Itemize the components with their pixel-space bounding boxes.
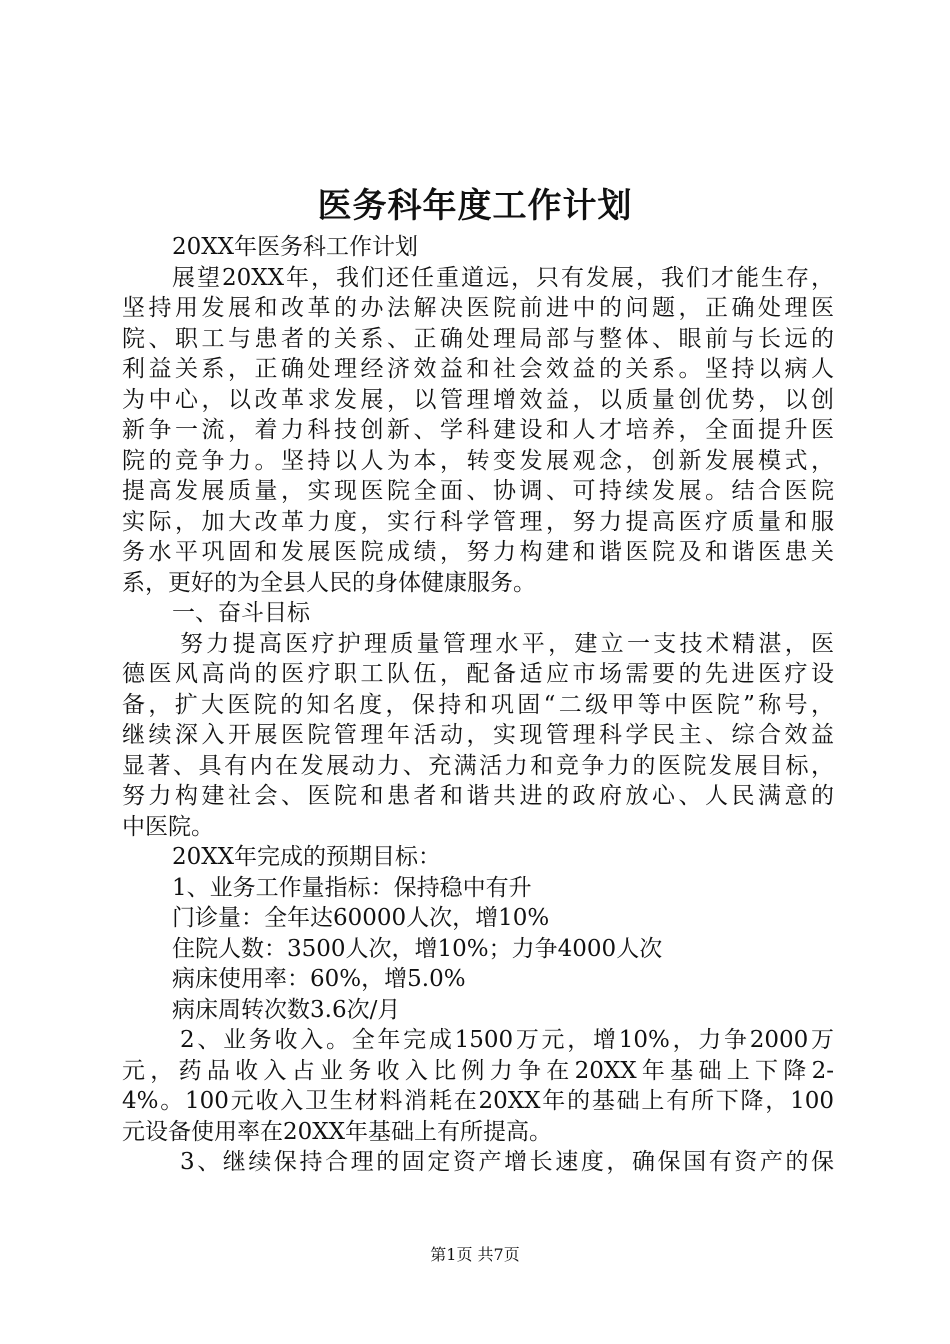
paragraph-line: 系，更好的为全县人民的身体健康服务。 [122,569,536,596]
paragraph-line: 20XX年医务科工作计划 [172,234,419,260]
paragraph-line: 新争一流，着力科技创新、学科建设和人才培养，全面提升医 [122,417,834,443]
list-item: 门诊量：全年达60000人次，增10% [172,905,550,931]
paragraph-line: 元，药品收入占业务收入比例力争在20XX年基础上下降2- [122,1057,834,1084]
paragraph-line: 务水平巩固和发展医院成绩，努力构建和谐医院及和谐医患关 [122,539,834,565]
paragraph-line: 努力构建社会、医院和患者和谐共进的政府放心、人民满意的 [122,783,834,809]
list-item: 住院人数：3500人次，增10%；力争4000人次 [172,935,663,962]
section-heading: 一、奋斗目标 [172,600,310,626]
list-item: 病床使用率：60%，增5.0% [172,966,466,992]
document-body [122,232,834,1178]
paragraph-line: 为中心，以改革求发展，以管理增效益，以质量创优势，以创 [122,386,834,413]
paragraph-line: 坚持用发展和改革的办法解决医院前进中的问题，正确处理医 [122,295,834,321]
paragraph-line: 继续深入开展医院管理年活动，实现管理科学民主、综合效益 [122,722,834,748]
paragraph-line: 中医院。 [122,813,214,840]
paragraph-line: 3、继续保持合理的固定资产增长速度，确保国有资产的保 [180,1149,834,1175]
paragraph-line: 展望20XX年，我们还任重道远，只有发展，我们才能生存， [172,264,834,291]
page-title: 医务科年度工作计划 [317,186,633,226]
paragraph-line: 显著、具有内在发展动力、充满活力和竞争力的医院发展目标， [122,752,834,779]
paragraph-line: 元设备使用率在20XX年基础上有所提高。 [122,1118,553,1145]
paragraph-line: 4%。100元收入卫生材料消耗在20XX年的基础上有所下降，100 [122,1088,834,1114]
paragraph-line: 备，扩大医院的知名度，保持和巩固“二级甲等中医院”称号， [122,691,834,718]
paragraph-line: 利益关系，正确处理经济效益和社会效益的关系。坚持以病人 [122,356,834,382]
paragraph-line: 德医风高尚的医疗职工队伍，配备适应市场需要的先进医疗设 [122,661,834,687]
paragraph-line: 实际，加大改革力度，实行科学管理，努力提高医疗质量和服 [122,508,834,535]
paragraph-line: 院的竞争力。坚持以人为本，转变发展观念，创新发展模式， [122,447,834,474]
list-item: 病床周转次数3.6次/月 [172,996,401,1023]
paragraph-line: 努力提高医疗护理质量管理水平，建立一支技术精湛，医 [180,630,834,657]
list-item: 1、业务工作量指标：保持稳中有升 [172,874,532,901]
paragraph-line: 院、职工与患者的关系、正确处理局部与整体、眼前与长远的 [122,325,834,352]
page-footer: 第1页 共7页 [430,1245,520,1264]
paragraph-line: 2、业务收入。全年完成1500万元，增10%，力争2000万 [180,1027,834,1053]
paragraph-line: 提高发展质量，实现医院全面、协调、可持续发展。结合医院 [122,478,834,504]
paragraph-line: 20XX年完成的预期目标： [172,844,442,870]
